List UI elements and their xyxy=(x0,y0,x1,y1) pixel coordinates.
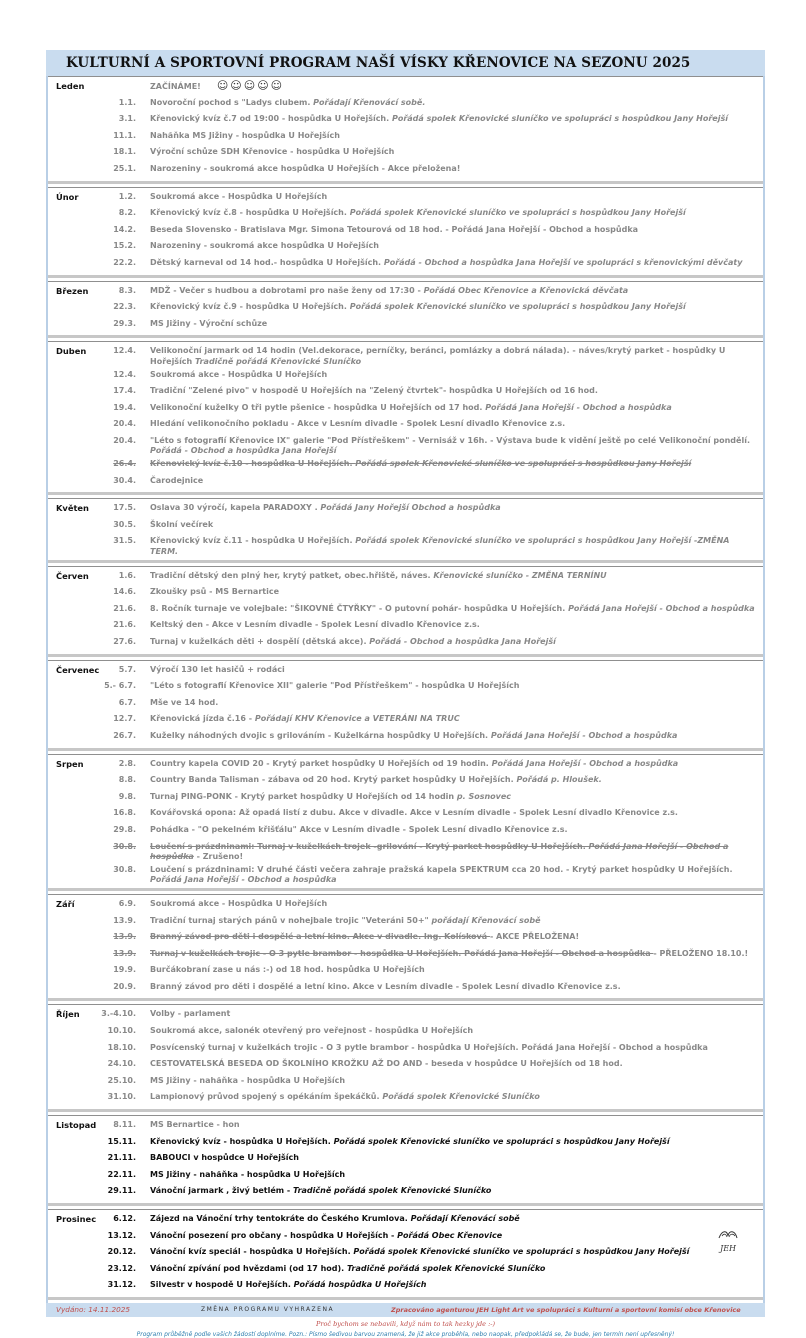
footer-note: Proč bychom se nebavili, když nám to tak hezky jde :-) xyxy=(315,1319,496,1328)
event-text: MS Jižiny - nahăňka - hospůdka U Hořejších xyxy=(150,1169,346,1179)
event-date: 19.4. xyxy=(113,402,136,412)
event-text: Turnaj v kuželkách děti + dospělí (dětská akce). Pořádá - Obchod a hospůdka Jana Hořejší xyxy=(150,637,556,646)
month-section xyxy=(48,281,763,342)
event-text: 8. Ročník turnaje ve volejbale: "ŠIKOVNÉ ČTYŘKY" - O putovní pohár- hospůdka U Hořejších. Pořádá Jana Hořejší - Obchod a hospůdka xyxy=(150,603,755,613)
event-text: Burčákobraní zase u nás :-) od 18 hod. hospůdka U Hořejších xyxy=(150,965,425,975)
month-name: Únor xyxy=(56,191,79,202)
event-text: Kovářovská opona: Až opadá listí z dubu. Akce v divadle. Akce v Lesním divadle - Spolek Lesní divadlo Křenovice z.s. xyxy=(150,808,678,818)
event-text: Dětský karneval od 14 hod.- hospůdka U Hořejších. Pořádá - Obchod a hospůdka Jana Hořejší ve spolupráci s křenovickými děvčaty xyxy=(150,257,743,267)
event-date: 1.2. xyxy=(118,191,136,201)
event-text: Křenovický kvíz č.10 - hospůdka U Hořejších. Pořádá spolek Křenovické sluníčko ve spolupráci s hospůdkou Jany Hořejší xyxy=(150,459,692,469)
event-date: 17.4. xyxy=(113,386,136,396)
event-row xyxy=(48,602,763,619)
event-row xyxy=(48,679,763,696)
event-row xyxy=(48,569,763,586)
month-name: Květen xyxy=(56,503,89,514)
event-text: Pohádka - "O pekelném křišťálu" Akce v Lesním divadle - Spolek Lesní divadlo Křenovice z.s. xyxy=(150,824,568,834)
event-date: 18.1. xyxy=(113,147,136,157)
event-date: 31.10. xyxy=(107,1092,136,1102)
event-date: 8.11. xyxy=(113,1120,136,1130)
event-text: Country Banda Talisman - zábava od 20 hod. Krytý parket hospůdky U Hořejších. Pořádá p. Hloušek. xyxy=(150,775,602,785)
event-text: MS Jižiny - nahăňka - hospůdka U Hořejších xyxy=(150,1075,346,1085)
event-text: Silvestr v hospodě U Hořejších. Pořádá hospůdka U Hořejších xyxy=(150,1280,427,1290)
event-date: 8.2. xyxy=(118,208,136,218)
event-text: Mše ve 14 hod. xyxy=(150,697,219,707)
event-date: 1.6. xyxy=(118,570,136,580)
event-row xyxy=(48,823,763,840)
event-text: Vánoční posezení pro občany - hospůdka U Hořejších - Pořádá Obec Křenovice xyxy=(150,1230,503,1240)
event-row xyxy=(48,129,763,146)
event-row xyxy=(48,963,763,980)
event-text: Křenovická jízda č.16 - Pořádají KHV Křenovice a VETERÁNI NA TRUC xyxy=(150,714,460,724)
event-row xyxy=(48,434,763,457)
event-text: Lampionový průvod spojený s opékáním špekáčků. Pořádá spolek Křenovické Sluníčko xyxy=(150,1092,540,1102)
event-text: Školní večírek xyxy=(150,519,214,529)
month-name: Leden xyxy=(56,81,85,91)
event-date: 15.2. xyxy=(113,241,136,251)
event-date: 3.-4.10. xyxy=(101,1009,136,1019)
event-date: 30.8. xyxy=(113,864,136,874)
event-row xyxy=(48,256,763,273)
event-row xyxy=(48,284,763,301)
event-row xyxy=(48,96,763,113)
event-text: CESTOVATELSKÁ BESEDA OD ŠKOLNÍHO KROŽKU AŽ DO AND - beseda v hospůdce U Hořejších od 18 hod. xyxy=(150,1059,623,1069)
event-date: 30.5. xyxy=(113,519,136,529)
event-row xyxy=(48,840,763,863)
event-date: 3.1. xyxy=(118,114,136,124)
event-date: 20.9. xyxy=(113,981,136,991)
month-section xyxy=(48,1115,763,1209)
event-text: Křenovický kvíz č.7 od 19:00 - hospůdka U Hořejších. Pořádá spolek Křenovické sluníčko ve spolupráci s hospůdkou Jany Hořejší xyxy=(150,114,728,124)
event-date: 24.10. xyxy=(107,1059,136,1069)
event-row xyxy=(48,79,763,96)
event-text: Křenovický kvíz č.9 - hospůdka U Hořejších. Pořádá spolek Křenovické sluníčko ve spolupráci s hospůdkou Jany Hořejší xyxy=(150,302,686,312)
event-row xyxy=(48,1184,763,1201)
event-row xyxy=(48,112,763,129)
event-text: Tradiční "Zelené pivo" v hospodě U Hořejších na "Zelený čtvrtek"- hospůdka U Hořejších od 16 hod. xyxy=(150,386,598,396)
event-date: 29.3. xyxy=(113,318,136,328)
event-text: Soukromá akce - Hospůdka U Hořejších xyxy=(150,898,328,908)
event-date: 26.4. xyxy=(113,459,136,469)
footer-legend: Program průběžně podle vašich žádostí doplníme. Pozn.: Písmo šedivou barvou znamená, že již akce proběhla, nebo naopak, předpokládá se, že bude, jen termín není upřesněný! xyxy=(136,1330,675,1338)
event-row xyxy=(48,757,763,774)
event-text: Vánoční jarmark , živý betlém - Tradičně pořádá spolek Křenovické Sluníčko xyxy=(150,1186,492,1196)
month-name: Červenec xyxy=(56,664,100,675)
event-date: 21.6. xyxy=(113,603,136,613)
event-text: Křenovický kvíz č.11 - hospůdka U Hořejších. Pořádá spolek Křenovické sluníčko ve spolupráci s hospůdkou Jany Hořejší -ZMĚNA TERM. xyxy=(150,536,730,557)
event-date: 17.5. xyxy=(113,503,136,513)
event-date: 29.8. xyxy=(113,824,136,834)
event-row xyxy=(48,317,763,334)
event-date: 25.1. xyxy=(113,163,136,173)
event-date: 14.2. xyxy=(113,224,136,234)
event-text: Křenovický kvíz - hospůdka U Hořejších. Pořádá spolek Křenovické sluníčko ve spolupráci s hospůdkou Jany Hořejší xyxy=(150,1136,670,1146)
event-date: 13.9. xyxy=(113,915,136,925)
event-text: Velikonoční jarmark od 14 hodin (Vel.dekorace, perníčky, beránci, pomlázky a dobrá nálada). - náves/krytý parket - hospůdky U Hořejších Tradičně pořádá Křenovické Sluníčko xyxy=(150,346,726,366)
event-date: 10.10. xyxy=(107,1026,136,1036)
event-date: 30.8. xyxy=(113,841,136,851)
month-name: Listopad xyxy=(56,1120,97,1131)
event-text: Výročí 130 let hasičů + rodáci xyxy=(150,664,285,674)
event-row xyxy=(48,914,763,931)
event-date: 1.1. xyxy=(118,97,136,107)
month-section xyxy=(48,566,763,660)
event-date: 29.11. xyxy=(107,1186,136,1196)
month-name: Prosinec xyxy=(56,1214,97,1224)
event-date: 6.12. xyxy=(113,1214,136,1223)
event-date: 12.4. xyxy=(113,369,136,379)
event-row xyxy=(48,897,763,914)
months-list xyxy=(46,76,765,1303)
event-row xyxy=(48,696,763,713)
event-date: 13.12. xyxy=(107,1230,136,1240)
event-row xyxy=(48,663,763,680)
event-date: 31.5. xyxy=(113,536,136,546)
event-date: 12.4. xyxy=(113,346,136,356)
month-section xyxy=(48,1004,763,1115)
issued-date: Vydáno: 14.11.2025 xyxy=(56,1305,131,1315)
event-text: "Léto s fotografií Křenovice XII" galerie "Pod Přístřeškem" - hospůdka U Hořejších xyxy=(150,681,520,691)
month-section xyxy=(48,76,763,187)
event-row xyxy=(48,457,763,474)
event-text: MDŽ - Večer s hudbou a dobrotami pro naše ženy od 17:30 - Pořádá Obec Křenovice a Křenovická děvčata xyxy=(150,285,629,295)
event-date: 2.8. xyxy=(118,758,136,768)
event-text: Country kapela COVID 20 - Krytý parket hospůdky U Hořejších od 19 hodin. Pořádá Jana Hořejší - Obchod a hospůdka xyxy=(150,758,679,768)
event-row xyxy=(48,773,763,790)
event-row xyxy=(48,1007,763,1024)
event-text: Kuželky náhodných dvojic s grilováním - Kuželkárna hospůdky U Hořejších. Pořádá Jana Hořejší - Obchod a hospůdka xyxy=(150,730,678,740)
event-row xyxy=(48,344,763,367)
event-date: 5.- 6.7. xyxy=(104,681,136,691)
event-date: 25.10. xyxy=(107,1075,136,1085)
event-text: Turnaj PING-PONK - Krytý parket hospůdky U Hořejších od 14 hodin p. Sosnovec xyxy=(150,791,512,801)
event-text: Tradiční turnaj starých pánů v nohejbale trojic "Veteráni 50+" pořádají Křenovácí sobě xyxy=(150,915,541,925)
event-text: Keltský den - Akce v Lesním divadle - Spolek Lesní divadlo Křenovice z.s. xyxy=(150,620,480,630)
event-date: 22.11. xyxy=(107,1169,136,1179)
month-name: Říjen xyxy=(56,1009,80,1020)
event-date: 8.8. xyxy=(118,775,136,785)
month-name: Srpen xyxy=(56,758,84,769)
month-name: Březen xyxy=(56,285,89,296)
month-section xyxy=(48,894,763,1005)
month-section xyxy=(48,341,763,498)
event-date: 21.11. xyxy=(107,1153,136,1163)
event-row xyxy=(48,806,763,823)
event-date: 23.12. xyxy=(107,1263,136,1273)
event-text: Oslava 30 výročí, kapela PARADOXY . Pořádá Jany Hořejší Obchod a hospůdka xyxy=(150,503,501,513)
event-date: 30.4. xyxy=(113,475,136,485)
event-row xyxy=(48,729,763,746)
event-row xyxy=(48,635,763,652)
event-text: BABOUCI v hospůdce U Hořejších xyxy=(150,1153,299,1163)
event-row xyxy=(48,1168,763,1185)
event-date: 22.3. xyxy=(113,302,136,312)
event-text: "Léto s fotografií Křenovice IX" galerie "Pod Přístřeškem" - Vernisáž v 16h. - Výstava bude k vidění ještě po celé Velikonoční pondělí. Pořádá - Obchod a hospůdka Jana Hořejší xyxy=(150,435,750,456)
event-date: 5.7. xyxy=(118,664,136,674)
footer-bar xyxy=(46,1303,765,1317)
month-name: Červen xyxy=(56,570,89,581)
event-date: 15.11. xyxy=(107,1136,136,1146)
smiley-icons: ☺☺☺☺☺ xyxy=(216,79,285,92)
event-date: 22.2. xyxy=(113,257,136,267)
month-name: Duben xyxy=(56,346,87,357)
month-section xyxy=(48,660,763,754)
event-row xyxy=(48,1090,763,1107)
event-text: Čarodejnice xyxy=(150,475,204,485)
event-text: Turnaj v kuželkách trojic - O 3 pytle brambor - hospůdka U Hořejších. Pořádá Jana Hořejší - Obchod a hospůdka - PŘELOŽENO 18.10.! xyxy=(150,948,749,958)
month-section xyxy=(48,498,763,565)
page-title: KULTURNÍ A SPORTOVNÍ PROGRAM NAŠÍ VÍSKY KŘENOVICE NA SEZONU 2025 xyxy=(66,55,691,71)
event-date: 20.12. xyxy=(107,1247,136,1257)
event-row xyxy=(48,518,763,535)
event-text: Branný závod pro děti i dospělé a letní kino. Akce v Lesním divadle - Spolek Lesní divadlo Křenovice z.s. xyxy=(150,981,621,991)
credit-text: Zpracováno agenturou JEH Light Art ve spolupráci s Kulturní a sportovní komisí obce Křenovice xyxy=(391,1305,741,1314)
event-row xyxy=(48,1057,763,1074)
event-row xyxy=(48,790,763,807)
event-text: Novoroční pochod s "Ladys clubem. Pořádají Křenovácí sobě. xyxy=(150,97,426,107)
program-sheet xyxy=(46,50,765,1338)
event-row xyxy=(48,1135,763,1152)
event-date: 14.6. xyxy=(113,587,136,597)
event-text: Loučení s prázdninami: V druhé části večera zahraje pražská kapela SPEKTRUM cca 20 hod. - Krytý parket hospůdky U Hořejších. Pořádá Jana Hořejší - Obchod a hospůdka xyxy=(150,864,733,885)
jeh-logo-icon xyxy=(713,1224,743,1254)
event-text: Nahăňka MS Jižiny - hospůdka U Hořejších xyxy=(150,130,340,140)
month-section xyxy=(48,1209,763,1303)
event-row xyxy=(48,1262,763,1279)
event-date: 20.4. xyxy=(113,435,136,445)
event-date: 12.7. xyxy=(113,714,136,724)
event-text: Výroční schůze SDH Křenovice - hospůdka U Hořejších xyxy=(150,147,395,157)
event-row xyxy=(48,190,763,207)
event-text: Zkoušky psů - MS Bernartice xyxy=(150,587,280,597)
event-row xyxy=(48,863,763,886)
event-text: Beseda Slovensko - Bratislava Mgr. Simona Tetourová od 18 hod. - Pořádá Jana Hořejší - Obchod a hospůdka xyxy=(150,224,639,234)
event-date: 13.9. xyxy=(113,932,136,942)
event-date: 18.10. xyxy=(107,1042,136,1052)
event-text: Zájezd na Vánoční trhy tentokráte do Českého Krumlova. Pořádají Křenovácí sobě xyxy=(150,1214,520,1223)
event-text: Vánoční zpívání pod hvězdami (od 17 hod). Tradičně pořádá spolek Křenovické Sluníčko xyxy=(150,1263,546,1273)
event-date: 26.7. xyxy=(113,730,136,740)
event-row xyxy=(48,1041,763,1058)
event-row xyxy=(48,585,763,602)
event-date: 11.1. xyxy=(113,130,136,140)
event-row xyxy=(48,239,763,256)
event-row xyxy=(48,368,763,385)
event-row xyxy=(48,947,763,964)
event-text: Křenovický kvíz č.8 - hospůdka U Hořejších. Pořádá spolek Křenovické sluníčko ve spolupráci s hospůdkou Jany Hořejší xyxy=(150,208,686,218)
event-row xyxy=(48,384,763,401)
event-row xyxy=(48,501,763,518)
event-date: 27.6. xyxy=(113,637,136,646)
svg-text:JEH: JEH xyxy=(719,1244,737,1253)
event-date: 8.3. xyxy=(118,285,136,295)
event-row xyxy=(48,474,763,491)
month-section xyxy=(48,754,763,894)
event-row xyxy=(48,206,763,223)
event-row xyxy=(48,300,763,317)
event-text: Branný závod pro děti i dospělé a letní kino. Akce v divadle. Ing. Kolísková - AKCE PŘELOŽENA! xyxy=(150,932,580,942)
event-row xyxy=(48,1245,763,1262)
event-date: 16.8. xyxy=(113,808,136,818)
event-row xyxy=(48,980,763,997)
change-reserved: ZMĚNA PROGRAMU VYHRAZENA xyxy=(201,1306,335,1314)
event-row xyxy=(48,145,763,162)
event-date: 19.9. xyxy=(113,965,136,975)
event-date: 20.4. xyxy=(113,419,136,429)
event-text: Soukromá akce - Hospůdka U Hořejších xyxy=(150,191,328,201)
event-row xyxy=(48,1074,763,1091)
event-text: MS Jižiny - Výroční schůze xyxy=(150,318,268,328)
event-row xyxy=(48,712,763,729)
event-text: Tradiční dětský den plný her, krytý patket, obec.hřiště, náves. Křenovické sluníčko - ZMĚNA TERNÍNU xyxy=(150,570,607,580)
event-date: 6.7. xyxy=(118,697,136,707)
event-text: Narozeniny - soukromá akce hospůdka U Hořejších - Akce přeložena! xyxy=(150,163,461,173)
event-date: 13.9. xyxy=(113,948,136,958)
event-text: Velikonoční kuželky O tři pytle pšenice - hospůdka U Hořejších od 17 hod. Pořádá Jana Hořejší - Obchod a hospůdka xyxy=(150,402,672,412)
month-section xyxy=(48,187,763,281)
event-text: Volby - parlament xyxy=(150,1009,231,1019)
title-bar xyxy=(46,50,765,76)
event-date: 6.9. xyxy=(118,898,136,908)
event-date: 21.6. xyxy=(113,620,136,630)
event-row xyxy=(48,401,763,418)
event-date: 9.8. xyxy=(118,791,136,801)
event-text: Hledání velikonočního pokladu - Akce v Lesním divadle - Spolek Lesní divadlo Křenovice z.s. xyxy=(150,419,566,429)
event-row xyxy=(48,1118,763,1135)
event-text: Narozeniny - soukromá akce hospůdka U Hořejších xyxy=(150,241,379,251)
event-text: ZAČÍNÁME! ☺☺☺☺☺ xyxy=(150,79,285,92)
month-name: Září xyxy=(56,898,75,909)
event-text: Soukromá akce, salonék otevřený pro veřejnost - hospůdka U Hořejších xyxy=(150,1026,474,1036)
event-text: Vánoční kvíz speciál - hospůdka U Hořejších. Pořádá spolek Křenovické sluníčko ve spolupráci s hospůdkou Jany Hořejší xyxy=(150,1247,690,1257)
event-text: MS Bernartice - hon xyxy=(150,1120,240,1130)
event-row xyxy=(48,618,763,635)
event-row xyxy=(48,417,763,434)
event-row xyxy=(48,1024,763,1041)
event-row xyxy=(48,1212,763,1229)
event-text: Soukromá akce - Hospůdka U Hořejších xyxy=(150,369,328,379)
event-row xyxy=(48,162,763,179)
event-date: 31.12. xyxy=(107,1280,136,1290)
event-row xyxy=(48,223,763,240)
event-row xyxy=(48,930,763,947)
event-text: Posvícenský turnaj v kuželkách trojic - O 3 pytle brambor - hospůdka U Hořejších. Pořádá Jana Hořejší - Obchod a hospůdka xyxy=(150,1042,708,1052)
event-row xyxy=(48,1151,763,1168)
event-row xyxy=(48,1278,763,1295)
event-row xyxy=(48,534,763,557)
event-text: Loučení s prázdninami: Turnaj v kuželkách trojek -grilování - Krytý parket hospůdky U Hořejších. Pořádá Jana Hořejší - Obchod a hospůdka - Zrušeno! xyxy=(150,841,729,862)
event-row xyxy=(48,1229,763,1246)
